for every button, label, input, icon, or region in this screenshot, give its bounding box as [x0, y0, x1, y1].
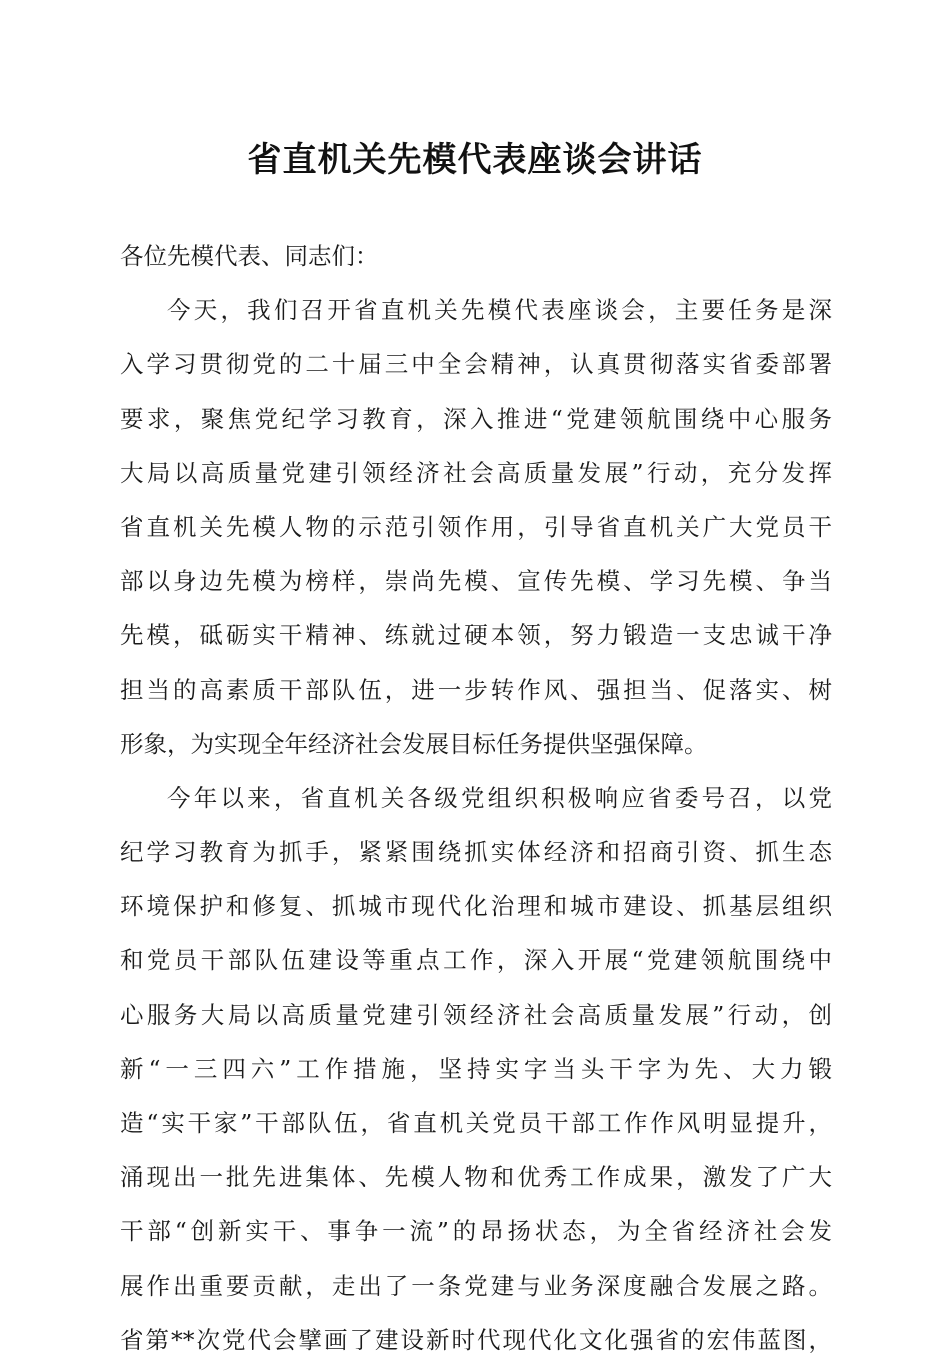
- paragraph-line: 担当的高素质干部队伍，进一步转作风、强担当、促落实、树: [120, 675, 832, 704]
- paragraph-line: 展作出重要贡献，走出了一条党建与业务深度融合发展之路。: [120, 1271, 832, 1300]
- paragraph-line: 大局以高质量党建引领经济社会高质量发展”行动，充分发挥: [120, 458, 832, 487]
- paragraph-line: 今天，我们召开省直机关先模代表座谈会，主要任务是深: [167, 296, 832, 325]
- salutation: 各位先模代表、同志们：: [120, 242, 379, 270]
- paragraph-line: 省直机关先模人物的示范引领作用，引导省直机关广大党员干: [120, 512, 832, 541]
- paragraph-line: 和党员干部队伍建设等重点工作，深入开展“党建领航围绕中: [120, 946, 832, 975]
- paragraph-line: 省第**次党代会擘画了建设新时代现代化文化强省的宏伟蓝图，: [120, 1325, 832, 1354]
- paragraph-line: 新“一三四六”工作措施，坚持实字当头干字为先、大力锻: [120, 1054, 832, 1083]
- document-title: 省直机关先模代表座谈会讲话: [247, 140, 703, 180]
- paragraph-line: 要求，聚焦党纪学习教育，深入推进“党建领航围绕中心服务: [120, 404, 832, 433]
- paragraph-line: 环境保护和修复、抓城市现代化治理和城市建设、抓基层组织: [120, 892, 832, 921]
- paragraph-line: 造“实干家”干部队伍，省直机关党员干部工作作风明显提升，: [120, 1109, 832, 1137]
- document-body: [120, 229, 832, 1367]
- paragraph-2: [120, 771, 832, 1367]
- paragraph-line: 纪学习教育为抓手，紧紧围绕抓实体经济和招商引资、抓生态: [120, 838, 832, 867]
- paragraph-line: 形象，为实现全年经济社会发展目标任务提供坚强保障。: [120, 729, 708, 758]
- paragraph-line: 入学习贯彻党的二十届三中全会精神，认真贯彻落实省委部署: [120, 350, 832, 379]
- paragraph-line: 今年以来，省直机关各级党组织积极响应省委号召，以党: [167, 783, 832, 812]
- paragraph-line: 涌现出一批先进集体、先模人物和优秀工作成果，激发了广大: [120, 1163, 832, 1192]
- paragraph-1: [120, 283, 832, 771]
- paragraph-line: 部以身边先模为榜样，崇尚先模、宣传先模、学习先模、争当: [120, 567, 832, 596]
- paragraph-line: 干部“创新实干、事争一流”的昂扬状态，为全省经济社会发: [120, 1217, 832, 1246]
- paragraph-line: 先模，砥砺实干精神、练就过硬本领，努力锻造一支忠诚干净: [120, 621, 832, 650]
- paragraph-line: 心服务大局以高质量党建引领经济社会高质量发展”行动，创: [120, 1000, 832, 1029]
